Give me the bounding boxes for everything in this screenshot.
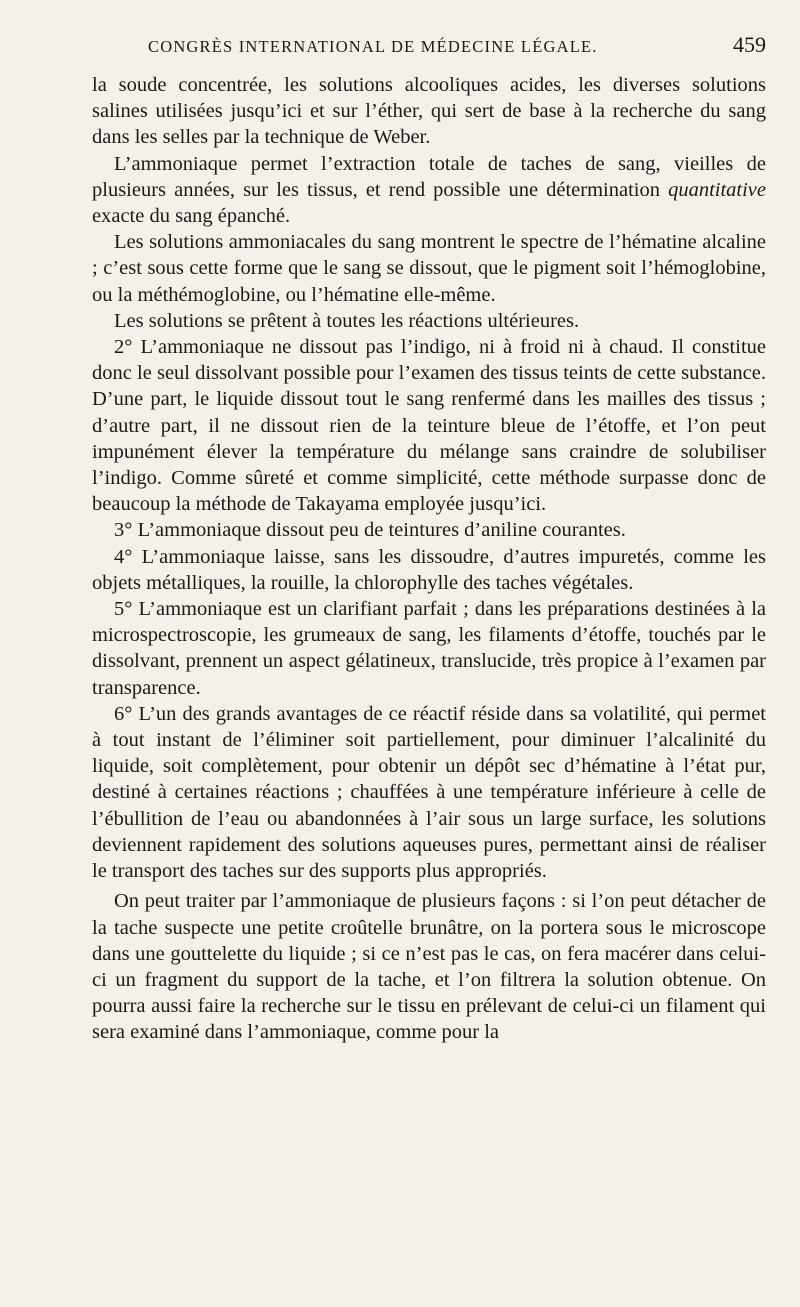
paragraph bbox=[92, 308, 766, 334]
paragraph bbox=[92, 334, 766, 517]
paragraph bbox=[92, 72, 766, 151]
text-run: L’ammoniaque permet l’extraction totale de taches de sang, vieilles de plusieurs années, sur les tissus, et rend possible une détermination bbox=[92, 152, 766, 201]
text-run: 6° L’un des grands avantages de ce réactif réside dans sa volatilité, qui permet à tout instant de l’éliminer soit partiellement, pour diminuer l’alcalinité du liquide, soit complètement, pour obtenir un dépôt sec d’hématine à l’état pur, destiné à certaines réactions ; chauffées à une température inférieure à celle de l’ébullition de l’eau ou abandonnées à l’air sous un large surface, les solutions deviennent rapidement des solutions aqueuses pures, permettant ainsi de réaliser le transport des taches sur des supports plus appropriés. bbox=[92, 702, 766, 883]
text-run: 3° L’ammoniaque dissout peu de teintures d’aniline courantes. bbox=[114, 519, 626, 542]
text-run: Les solutions se prêtent à toutes les réactions ultérieures. bbox=[114, 309, 580, 332]
page-number: 459 bbox=[733, 32, 766, 57]
paragraph bbox=[92, 701, 766, 884]
paragraph bbox=[92, 151, 766, 230]
text-run: 4° L’ammoniaque laisse, sans les dissoudre, d’autres impuretés, comme les objets métalliques, la rouille, la chlorophylle des taches végétales. bbox=[92, 545, 766, 594]
paragraph bbox=[92, 596, 766, 701]
text-run: la soude concentrée, les solutions alcooliques acides, les diverses solutions salines utilisées jusqu’ici et sur l’éther, qui sert de base à la recherche du sang dans les selles par la technique de Weber. bbox=[92, 74, 766, 149]
body-text bbox=[92, 72, 766, 1046]
paragraph bbox=[92, 888, 766, 1045]
italic-text: quantitative bbox=[668, 178, 766, 201]
text-run: 2° L’ammoniaque ne dissout pas l’indigo, ni à froid ni à chaud. Il constitue donc le seul dissolvant possible pour l’examen des tissus teints de cette substance. D’une part, le liquide dissout tout le sang renfermé dans les mailles des tissus ; d’autre part, il ne dissout rien de la teinture bleue de l’étoffe, et l’on peut impunément élever la température du mélange sans craindre de solubiliser l’indigo. Comme sûreté et comme simplicité, cette méthode surpasse donc de beaucoup la méthode de Takayama employée jusqu’ici. bbox=[92, 336, 766, 516]
text-run: Les solutions ammoniacales du sang montrent le spectre de l’hématine alcaline ; c’est sous cette forme que le sang se dissout, que le pigment soit l’hémoglobine, ou la méthémoglobine, ou l’hématine elle-même. bbox=[92, 231, 766, 306]
paragraph bbox=[92, 517, 766, 543]
paragraph bbox=[92, 544, 766, 596]
text-run: 5° L’ammoniaque est un clarifiant parfait ; dans les préparations destinées à la microspectroscopie, les grumeaux de sang, les filaments d’étoffe, touchés par le dissolvant, prennent un aspect gélatineux, translucide, très propice à l’examen par transparence. bbox=[92, 598, 766, 699]
paragraph bbox=[92, 229, 766, 308]
text-run: exacte du sang épanché. bbox=[92, 205, 291, 228]
running-head bbox=[148, 32, 766, 70]
running-title: CONGRÈS INTERNATIONAL DE MÉDECINE LÉGALE. bbox=[148, 37, 598, 56]
text-run: On peut traiter par l’ammoniaque de plusieurs façons : si l’on peut détacher de la tache suspecte une petite croûtelle brunâtre, on la portera sous le microscope dans une gouttelette du liquide ; si ce n’est pas le cas, on fera macérer dans celui-ci un fragment du support de la tache, et l’on filtrera la solution obtenue. On pourra aussi faire la recherche sur le tissu en prélevant de celui-ci un filament qui sera examiné dans l’ammoniaque, comme pour la bbox=[92, 890, 766, 1044]
